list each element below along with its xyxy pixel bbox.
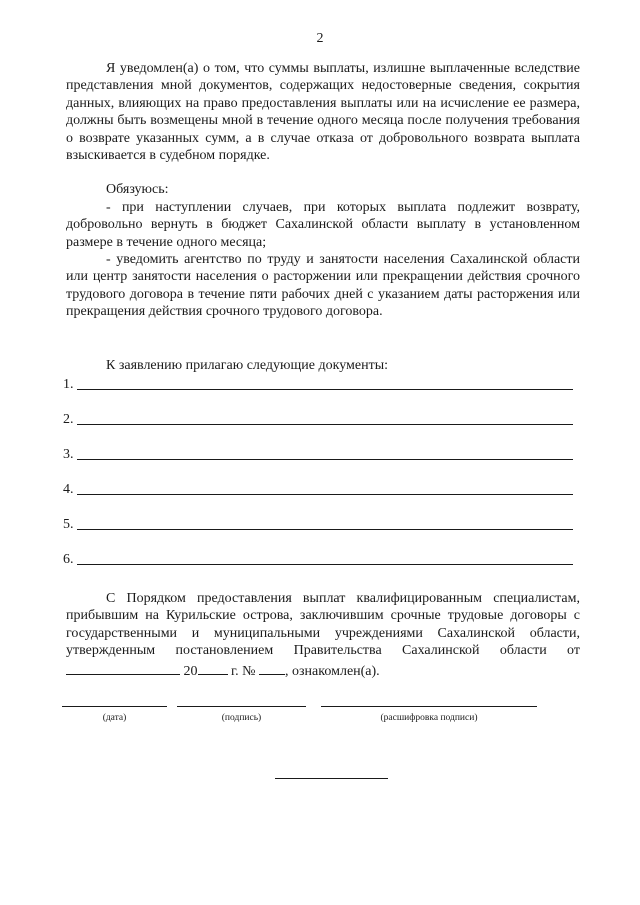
document-item-line[interactable] xyxy=(63,445,573,463)
end-separator-line xyxy=(275,778,388,779)
decree-date-blank[interactable] xyxy=(66,660,180,675)
obligation-notify-paragraph: - уведомить агентство по труду и занятости населения Сахалинской области или центр занятости населения о расторжении или прекращении действия срочного трудового договора в течение пяти рабочих дней с указанием даты расторжения или прекращения действия срочного трудового договора. xyxy=(66,252,580,320)
signature-decode-line[interactable] xyxy=(321,706,537,707)
signature-caption: (подпись) xyxy=(221,713,262,723)
document-blank-line xyxy=(77,424,573,425)
date-signature-line[interactable] xyxy=(62,706,167,707)
document-blank-line xyxy=(77,459,573,460)
document-item-line[interactable] xyxy=(63,550,573,568)
documents-heading: К заявлению прилагаю следующие документы: xyxy=(106,358,389,373)
document-item-number: 5. xyxy=(63,517,74,532)
document-item-number: 4. xyxy=(63,482,74,497)
obligation-return-paragraph: - при наступлении случаев, при которых выплата подлежит возврату, добровольно вернуть в бюджет Сахалинской области выплату в установленном размере в течение одного месяца; xyxy=(66,200,580,250)
date-caption: (дата) xyxy=(102,713,127,723)
document-blank-line xyxy=(77,529,573,530)
decree-number-label: г. № xyxy=(231,663,256,679)
obligation-heading: Обязуюсь: xyxy=(106,182,169,197)
page-number: 2 xyxy=(316,31,324,46)
acknowledgement-paragraph xyxy=(66,590,580,680)
document-blank-line xyxy=(77,389,573,390)
notice-paragraph: Я уведомлен(а) о том, что суммы выплаты, излишне выплаченные вследствие представления мной документов, содержащих недостоверные сведения, сокрытия данных, влияющих на право предоставления выплаты или на исчисление ее размера, должны быть возмещены мной в течение одного месяца после получения требования о возврате указанных сумм, а в случае отказа от добровольного возврата выплата взыскивается в судебном порядке. xyxy=(66,61,580,164)
signature-decode-caption: (расшифровка подписи) xyxy=(380,713,478,723)
signature-line[interactable] xyxy=(177,706,306,707)
acknowledgement-text: С Порядком предоставления выплат квалифицированным специалистам, прибывшим на Курильские острова, заключившим срочные трудовые договоры с государственными и муниципальными учреждениями Сахалинской области, утвержденным постановлением Правительства Сахалинской области от xyxy=(66,591,580,659)
year-prefix: 20 xyxy=(183,663,198,679)
document-item-line[interactable] xyxy=(63,375,573,393)
document-item-number: 2. xyxy=(63,412,74,427)
document-item-line[interactable] xyxy=(63,515,573,533)
document-item-number: 3. xyxy=(63,447,74,462)
document-blank-line xyxy=(77,494,573,495)
document-item-number: 1. xyxy=(63,377,74,392)
document-item-number: 6. xyxy=(63,552,74,567)
decree-number-blank[interactable] xyxy=(259,660,285,675)
document-item-line[interactable] xyxy=(63,480,573,498)
decree-year-blank[interactable] xyxy=(198,660,228,675)
document-blank-line xyxy=(77,564,573,565)
acknowledgement-end: , ознакомлен(а). xyxy=(285,663,380,679)
document-item-line[interactable] xyxy=(63,410,573,428)
